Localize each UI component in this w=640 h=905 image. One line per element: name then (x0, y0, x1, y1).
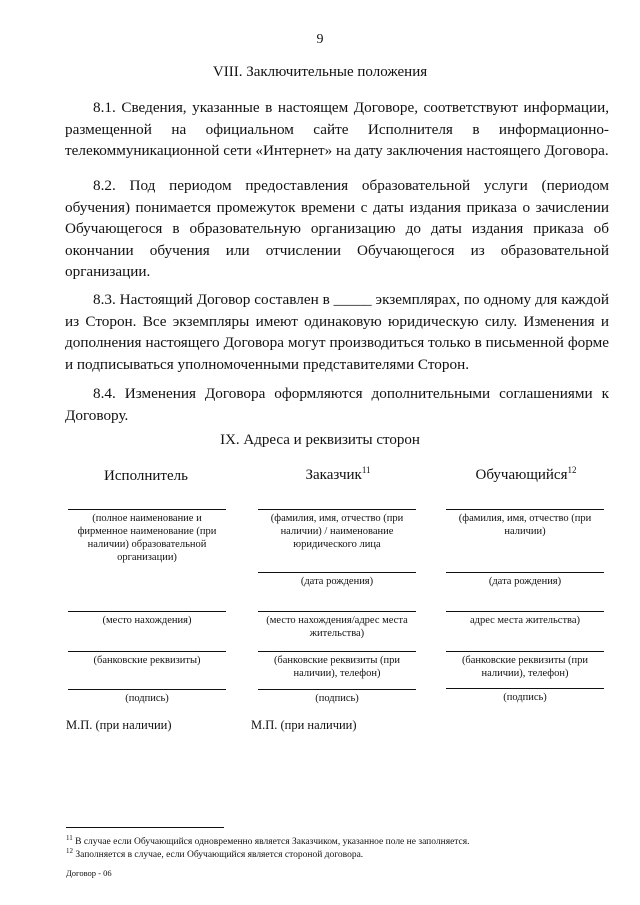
executor-location-caption: (место нахождения) (102, 615, 192, 626)
customer-location-caption: (место нахождения/адрес места жительства) (266, 615, 408, 639)
executor-stamp-label: М.П. (при наличии) (66, 718, 172, 732)
customer-location-field (258, 611, 416, 640)
executor-bank-caption: (банковские реквизиты) (93, 655, 201, 666)
executor-name-caption: (полное наименование и фирменное наименование (при наличии) образовательной организации) (77, 513, 217, 563)
clause-8-4: 8.4. Изменения Договора оформляются дополнительными соглашениями к Договору. (65, 385, 609, 424)
executor-title: Исполнитель (104, 468, 188, 484)
executor-bank-field (68, 651, 226, 667)
section-8-heading: VIII. Заключительные положения (212, 64, 428, 80)
clause-8-2: 8.2. Под периодом предоставления образовательной услуги (периодом обучения) понимается промежуток времени с даты издания приказа о зачислении Обучающегося в образовательную организацию до даты издания приказа об окончании обучения или отчислении Обучающегося из образовательной организации. (65, 177, 609, 281)
executor-signature-line (68, 689, 226, 690)
student-signature-line (446, 688, 604, 689)
section-9-heading: IX. Адреса и реквизиты сторон (220, 432, 420, 448)
customer-birth-field (258, 572, 416, 588)
clause-8-1: 8.1. Сведения, указанные в настоящем Договоре, соответствуют информации, размещенной на официальном сайте Исполнителя в информационно-телекоммуникационной сети «Интернет» на дату заключения настоящего Договора. (65, 99, 609, 160)
customer-signature-field (258, 689, 416, 705)
executor-signature-field (68, 689, 226, 705)
student-bank-field (446, 651, 604, 680)
student-address-field (446, 611, 604, 627)
customer-name-line (258, 509, 416, 510)
customer-name-caption: (фамилия, имя, отчество (при наличии) / наименование юридического лица (270, 513, 404, 550)
student-birth-field (446, 572, 604, 588)
page-number: 9 (316, 32, 324, 47)
student-title: Обучающийся$^{12}$ (475, 465, 577, 483)
executor-location-field (68, 611, 226, 627)
customer-birth-line (258, 572, 416, 573)
customer-bank-line (258, 651, 416, 652)
executor-signature-caption: (подпись) (125, 693, 169, 704)
executor-bank-line (68, 651, 226, 652)
student-name-field (446, 509, 604, 538)
footnote-mark-12: 12 (567, 465, 577, 475)
student-bank-line (446, 651, 604, 652)
customer-name-field (258, 509, 416, 551)
customer-location-line (258, 611, 416, 612)
footnote-11: $^{11}$ В случае если Обучающийся одновременно является Заказчиком, указанное поле не заполняется. (66, 834, 470, 848)
student-address-line (446, 611, 604, 612)
student-name-caption: (фамилия, имя, отчество (при наличии) (458, 513, 592, 537)
executor-name-field (68, 509, 226, 564)
footnote-mark-11: 11 (361, 465, 371, 475)
customer-bank-caption: (банковские реквизиты (при наличии), телефон) (273, 655, 401, 679)
student-signature-caption: (подпись) (503, 692, 547, 703)
student-signature-field (446, 688, 604, 704)
footnote-12: $^{12}$ Заполняется в случае, если Обучающийся является стороной договора. (66, 847, 364, 861)
student-birth-caption: (дата рождения) (488, 576, 562, 587)
customer-stamp-label: М.П. (при наличии) (251, 718, 357, 732)
customer-birth-caption: (дата рождения) (300, 576, 374, 587)
customer-title: Заказчик$^{11}$ (305, 465, 371, 483)
executor-location-line (68, 611, 226, 612)
customer-bank-field (258, 651, 416, 680)
student-bank-caption: (банковские реквизиты (при наличии), телефон) (461, 655, 589, 679)
student-address-caption: адрес места жительства) (469, 615, 581, 626)
document-code: Договор - 06 (66, 868, 112, 878)
student-name-line (446, 509, 604, 510)
clause-8-3: 8.3. Настоящий Договор составлен в _____ экземплярах, по одному для каждой из Сторон. Все экземпляры имеют одинаковую юридическую силу. Изменения и дополнения настоящего Договора могут производиться только в письменной форме и подписываться уполномоченными представителями Сторон. (65, 291, 609, 373)
footnote-divider (66, 827, 224, 828)
student-birth-line (446, 572, 604, 573)
customer-signature-caption: (подпись) (315, 693, 359, 704)
executor-name-line (68, 509, 226, 510)
customer-signature-line (258, 689, 416, 690)
